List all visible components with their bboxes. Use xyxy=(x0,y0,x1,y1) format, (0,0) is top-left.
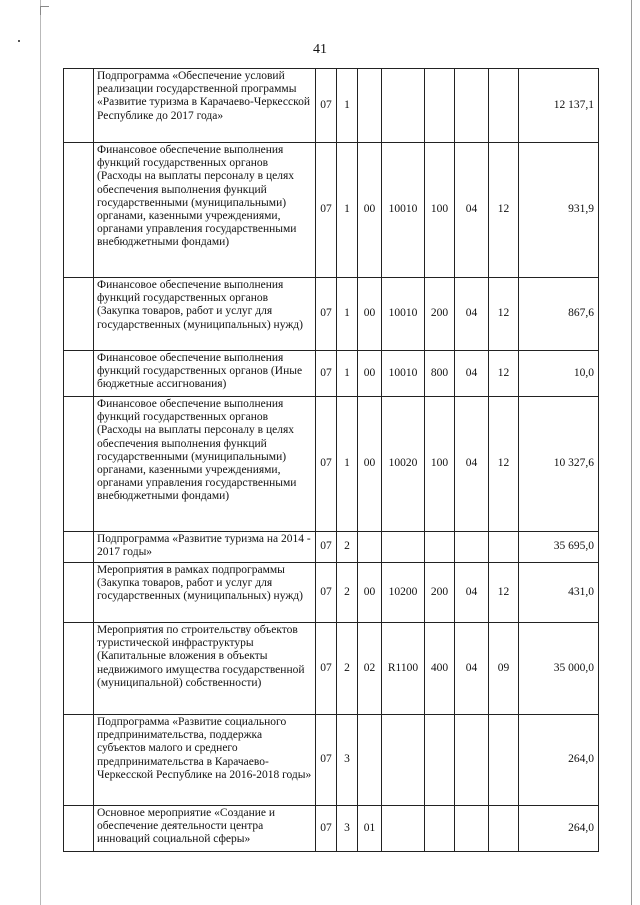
code-event: 01 xyxy=(358,806,382,852)
amount: 35 000,0 xyxy=(519,623,599,715)
table-row xyxy=(64,806,599,852)
amount: 35 695,0 xyxy=(519,532,599,563)
item-name: Финансовое обеспечение выполнения функций государственных органов (Расходы на выплаты персоналу в целях обеспечения выполнения функций государственными (муниципальными) органами, казенными учреждениями, органами управления государственными внебюджетными фондами) xyxy=(94,397,316,532)
row-number-cell xyxy=(64,806,94,852)
row-number-cell xyxy=(64,623,94,715)
code-section xyxy=(455,69,489,143)
code-expense-type: 800 xyxy=(425,351,455,397)
code-subsection: 12 xyxy=(489,143,519,278)
code-expense-type: 400 xyxy=(425,623,455,715)
code-section xyxy=(455,806,489,852)
code-subprogram: 1 xyxy=(337,397,358,532)
item-name: Подпрограмма «Обеспечение условий реализации государственной программы «Развитие туризма в Карачаево-Черкесской Республике до 2017 года» xyxy=(94,69,316,143)
code-subsection: 12 xyxy=(489,278,519,351)
code-expense-type xyxy=(425,69,455,143)
table-row xyxy=(64,532,599,563)
code-program: 07 xyxy=(316,397,337,532)
code-subprogram: 1 xyxy=(337,351,358,397)
code-direction xyxy=(382,715,425,806)
amount: 867,6 xyxy=(519,278,599,351)
table-row xyxy=(64,351,599,397)
code-expense-type xyxy=(425,806,455,852)
code-direction: R1100 xyxy=(382,623,425,715)
code-subprogram: 2 xyxy=(337,563,358,623)
code-event: 00 xyxy=(358,351,382,397)
table-row xyxy=(64,397,599,532)
row-number-cell xyxy=(64,351,94,397)
item-name: Финансовое обеспечение выполнения функций государственных органов (Иные бюджетные ассигнования) xyxy=(94,351,316,397)
code-subprogram: 2 xyxy=(337,532,358,563)
code-subprogram: 3 xyxy=(337,715,358,806)
code-expense-type xyxy=(425,532,455,563)
code-section xyxy=(455,715,489,806)
code-program: 07 xyxy=(316,69,337,143)
code-direction: 10010 xyxy=(382,278,425,351)
code-program: 07 xyxy=(316,351,337,397)
page-number: 41 xyxy=(313,42,327,57)
code-event: 02 xyxy=(358,623,382,715)
code-subprogram: 1 xyxy=(337,143,358,278)
code-section: 04 xyxy=(455,143,489,278)
row-number-cell xyxy=(64,397,94,532)
code-subsection xyxy=(489,532,519,563)
table-row xyxy=(64,623,599,715)
table-row xyxy=(64,143,599,278)
code-subsection: 09 xyxy=(489,623,519,715)
code-expense-type: 100 xyxy=(425,143,455,278)
code-subsection xyxy=(489,69,519,143)
item-name: Подпрограмма «Развитие туризма на 2014 - 2017 годы» xyxy=(94,532,316,563)
code-program: 07 xyxy=(316,532,337,563)
budget-table xyxy=(63,68,599,852)
code-program: 07 xyxy=(316,623,337,715)
code-direction: 10200 xyxy=(382,563,425,623)
code-subprogram: 3 xyxy=(337,806,358,852)
code-event xyxy=(358,69,382,143)
code-subsection: 12 xyxy=(489,397,519,532)
code-direction: 10010 xyxy=(382,351,425,397)
code-event: 00 xyxy=(358,397,382,532)
row-number-cell xyxy=(64,278,94,351)
amount: 10,0 xyxy=(519,351,599,397)
code-expense-type: 100 xyxy=(425,397,455,532)
code-expense-type: 200 xyxy=(425,278,455,351)
code-direction: 10010 xyxy=(382,143,425,278)
code-subsection xyxy=(489,806,519,852)
code-program: 07 xyxy=(316,563,337,623)
code-event: 00 xyxy=(358,278,382,351)
table-row xyxy=(64,278,599,351)
code-section: 04 xyxy=(455,351,489,397)
code-section: 04 xyxy=(455,563,489,623)
code-event: 00 xyxy=(358,563,382,623)
code-expense-type xyxy=(425,715,455,806)
item-name: Финансовое обеспечение выполнения функций государственных органов (Расходы на выплаты персоналу в целях обеспечения выполнения функций государственными (муниципальными) органами, казенными учреждениями, органами управления государственными внебюджетными фондами) xyxy=(94,143,316,278)
amount: 264,0 xyxy=(519,715,599,806)
code-subprogram: 2 xyxy=(337,623,358,715)
table-row xyxy=(64,715,599,806)
row-number-cell xyxy=(64,563,94,623)
code-subsection: 12 xyxy=(489,563,519,623)
row-number-cell xyxy=(64,532,94,563)
code-subsection xyxy=(489,715,519,806)
code-event xyxy=(358,715,382,806)
row-number-cell xyxy=(64,69,94,143)
scan-edge-left xyxy=(40,0,41,905)
item-name: Мероприятия по строительству объектов туристической инфраструктуры (Капитальные вложения в объекты недвижимого имущества государственной (муниципальной) собственности) xyxy=(94,623,316,715)
table-row xyxy=(64,69,599,143)
code-direction xyxy=(382,532,425,563)
code-program: 07 xyxy=(316,806,337,852)
code-program: 07 xyxy=(316,715,337,806)
code-event xyxy=(358,532,382,563)
code-direction: 10020 xyxy=(382,397,425,532)
code-event: 00 xyxy=(358,143,382,278)
code-section: 04 xyxy=(455,623,489,715)
code-program: 07 xyxy=(316,143,337,278)
corner-mark xyxy=(40,6,49,15)
code-section: 04 xyxy=(455,397,489,532)
code-program: 07 xyxy=(316,278,337,351)
item-name: Мероприятия в рамках подпрограммы (Закупка товаров, работ и услуг для государственных (муниципальных) нужд) xyxy=(94,563,316,623)
item-name: Финансовое обеспечение выполнения функций государственных органов (Закупка товаров, работ и услуг для государственных (муниципальных) нужд) xyxy=(94,278,316,351)
code-section xyxy=(455,532,489,563)
code-subprogram: 1 xyxy=(337,69,358,143)
table-row xyxy=(64,563,599,623)
code-section: 04 xyxy=(455,278,489,351)
code-subsection: 12 xyxy=(489,351,519,397)
code-direction xyxy=(382,806,425,852)
scan-edge-right xyxy=(631,0,632,905)
code-subprogram: 1 xyxy=(337,278,358,351)
amount: 931,9 xyxy=(519,143,599,278)
amount: 264,0 xyxy=(519,806,599,852)
row-number-cell xyxy=(64,715,94,806)
code-direction xyxy=(382,69,425,143)
amount: 10 327,6 xyxy=(519,397,599,532)
amount: 431,0 xyxy=(519,563,599,623)
item-name: Основное мероприятие «Создание и обеспечение деятельности центра инноваций социальной сферы» xyxy=(94,806,316,852)
row-number-cell xyxy=(64,143,94,278)
item-name: Подпрограмма «Развитие социального предпринимательства, поддержка субъектов малого и среднего предпринимательства в Карачаево-Черкесской Республике на 2016-2018 годы» xyxy=(94,715,316,806)
code-expense-type: 200 xyxy=(425,563,455,623)
amount: 12 137,1 xyxy=(519,69,599,143)
